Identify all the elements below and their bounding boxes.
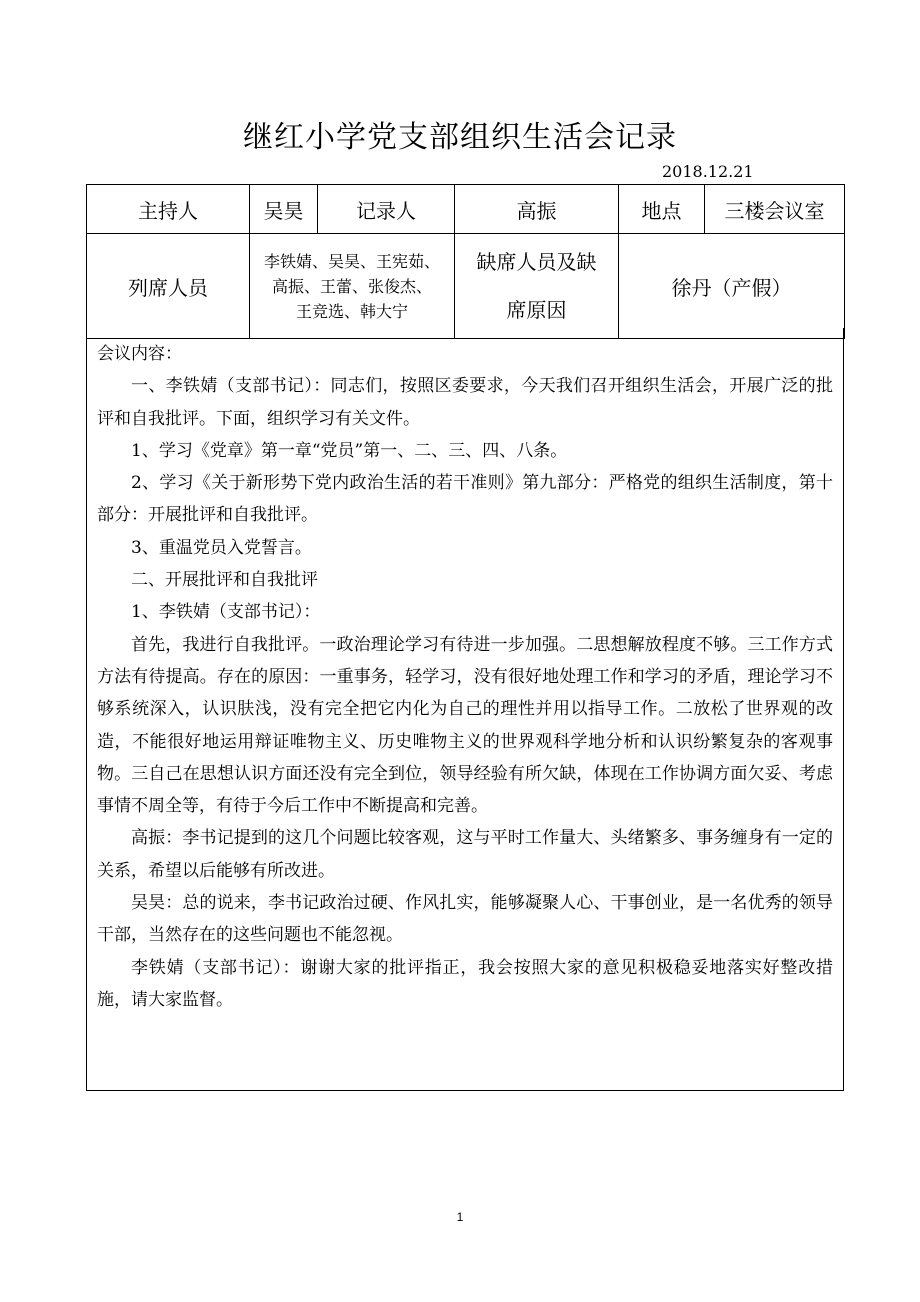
meeting-content [86,328,844,1091]
recorder-value: 高振 [455,185,619,234]
attendees-line: 高振、王蕾、张俊杰、 [271,276,432,296]
absent-value: 徐丹（产假） [619,234,845,339]
meeting-info-row-1 [87,185,845,234]
content-heading: 会议内容： [97,344,182,364]
content-paragraph: 首先，我进行自我批评。一政治理论学习有待进一步加强。二思想解放程度不够。三工作方式方法有待提高。存在的原因：一重事务，轻学习，没有很好地处理工作和学习的矛盾，理论学习不够系统深入，认识肤浅，没有完全把它内化为自己的理性并用以指导工作。二放松了世界观的改造，不能很好地运用辩证唯物主义、历史唯物主义的世界观科学地分析和认识纷繁复杂的客观事物。三自己在思想认识方面还没有完全到位，领导经验有所欠缺，体现在工作协调方面欠妥、考虑事情不周全等，有待于今后工作中不断提高和完善。 [97,634,833,817]
recorder-label: 记录人 [318,185,455,234]
meeting-info-table [86,184,845,339]
content-paragraph: 2、学习《关于新形势下党内政治生活的若干准则》第九部分：严格党的组织生活制度，第十部分：开展批评和自我批评。 [97,473,833,526]
content-paragraph: 李铁婧（支部书记）：谢谢大家的批评指正，我会按照大家的意见积极稳妥地落实好整改措施，请大家监督。 [97,957,833,1010]
content-paragraph: 一、李铁婧（支部书记）：同志们，按照区委要求，今天我们召开组织生活会，开展广泛的批评和自我批评。下面，组织学习有关文件。 [97,376,833,429]
absent-label [455,234,619,339]
content-paragraph: 二、开展批评和自我批评 [131,570,318,591]
attendees-value [250,234,455,339]
content-paragraph: 1、学习《党章》第一章“党员”第一、二、三、四、八条。 [131,440,568,461]
host-label: 主持人 [87,185,250,234]
location-value: 三楼会议室 [705,185,845,234]
absent-label-line: 席原因 [506,298,567,322]
meeting-date: 2018.12.21 [662,162,754,181]
content-paragraph: 高振：李书记提到的这几个问题比较客观，这与平时工作量大、头绪繁多、事务缠身有一定的关系，希望以后能够有所改进。 [97,828,833,881]
location-label: 地点 [619,185,705,234]
attendees-label: 列席人员 [87,234,250,339]
content-paragraph: 3、重温党员入党誓言。 [131,537,312,558]
attendees-line: 李铁婧、吴昊、王宪茹、 [263,251,440,271]
content-paragraph: 1、李铁婧（支部书记）： [131,602,321,623]
page-number: 1 [456,1210,464,1224]
meeting-info-row-2 [87,234,845,339]
absent-label-line: 缺席人员及缺 [476,250,597,274]
document-title: 继红小学党支部组织生活会记录 [243,120,677,155]
attendees-line: 王竞选、韩大宁 [295,301,408,321]
content-paragraph: 吴昊：总的说来，李书记政治过硬、作风扎实，能够凝聚人心、干事创业，是一名优秀的领导干部，当然存在的这些问题也不能忽视。 [97,893,833,946]
host-value: 吴昊 [250,185,318,234]
